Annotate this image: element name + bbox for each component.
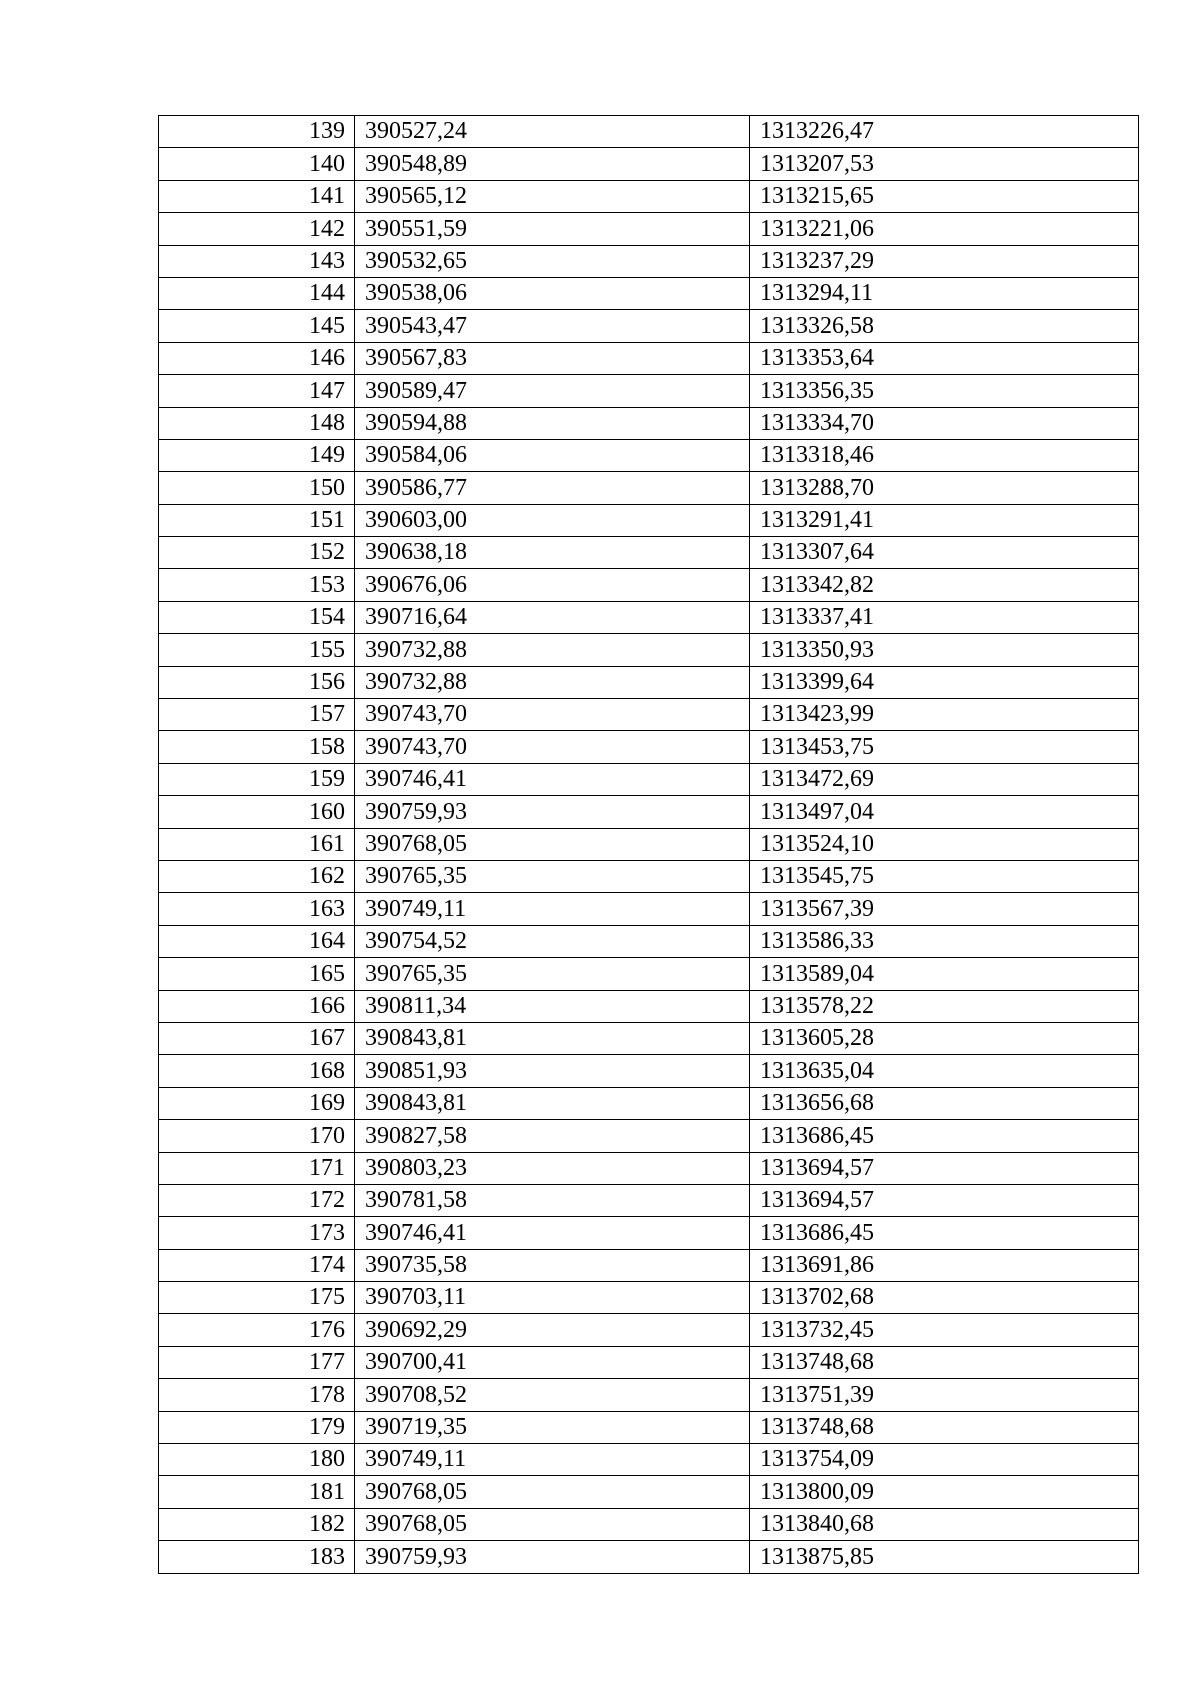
point-number-cell: 154 (159, 601, 355, 633)
point-number-cell: 178 (159, 1379, 355, 1411)
y-coordinate-cell: 1313686,45 (750, 1120, 1139, 1152)
x-coordinate-cell: 390594,88 (355, 407, 750, 439)
y-coordinate-cell: 1313586,33 (750, 925, 1139, 957)
y-coordinate-cell: 1313291,41 (750, 504, 1139, 536)
table-row (159, 1346, 1139, 1378)
table-row (159, 796, 1139, 828)
y-coordinate-cell: 1313221,06 (750, 213, 1139, 245)
x-coordinate-cell: 390811,34 (355, 990, 750, 1022)
x-coordinate-cell: 390749,11 (355, 1444, 750, 1476)
x-coordinate-cell: 390746,41 (355, 763, 750, 795)
point-number-cell: 150 (159, 472, 355, 504)
y-coordinate-cell: 1313288,70 (750, 472, 1139, 504)
x-coordinate-cell: 390735,58 (355, 1249, 750, 1281)
y-coordinate-cell: 1313497,04 (750, 796, 1139, 828)
point-number-cell: 174 (159, 1249, 355, 1281)
table-row (159, 148, 1139, 180)
point-number-cell: 160 (159, 796, 355, 828)
table-row (159, 277, 1139, 309)
table-row (159, 1022, 1139, 1054)
y-coordinate-cell: 1313635,04 (750, 1055, 1139, 1087)
y-coordinate-cell: 1313334,70 (750, 407, 1139, 439)
coordinates-table (158, 115, 1139, 1574)
y-coordinate-cell: 1313748,68 (750, 1346, 1139, 1378)
point-number-cell: 158 (159, 731, 355, 763)
table-row (159, 1314, 1139, 1346)
y-coordinate-cell: 1313605,28 (750, 1022, 1139, 1054)
x-coordinate-cell: 390676,06 (355, 569, 750, 601)
x-coordinate-cell: 390700,41 (355, 1346, 750, 1378)
point-number-cell: 183 (159, 1541, 355, 1573)
point-number-cell: 167 (159, 1022, 355, 1054)
y-coordinate-cell: 1313656,68 (750, 1087, 1139, 1119)
point-number-cell: 152 (159, 537, 355, 569)
point-number-cell: 159 (159, 763, 355, 795)
table-row (159, 763, 1139, 795)
y-coordinate-cell: 1313453,75 (750, 731, 1139, 763)
y-coordinate-cell: 1313800,09 (750, 1476, 1139, 1508)
table-row (159, 699, 1139, 731)
table-row (159, 925, 1139, 957)
point-number-cell: 165 (159, 958, 355, 990)
table-row (159, 1152, 1139, 1184)
x-coordinate-cell: 390768,05 (355, 1476, 750, 1508)
point-number-cell: 176 (159, 1314, 355, 1346)
table-row (159, 342, 1139, 374)
y-coordinate-cell: 1313875,85 (750, 1541, 1139, 1573)
table-row (159, 1249, 1139, 1281)
point-number-cell: 139 (159, 116, 355, 148)
x-coordinate-cell: 390692,29 (355, 1314, 750, 1346)
y-coordinate-cell: 1313524,10 (750, 828, 1139, 860)
x-coordinate-cell: 390703,11 (355, 1282, 750, 1314)
table-row (159, 213, 1139, 245)
table-row (159, 990, 1139, 1022)
x-coordinate-cell: 390551,59 (355, 213, 750, 245)
table-row (159, 504, 1139, 536)
point-number-cell: 161 (159, 828, 355, 860)
point-number-cell: 172 (159, 1184, 355, 1216)
point-number-cell: 143 (159, 245, 355, 277)
x-coordinate-cell: 390732,88 (355, 634, 750, 666)
x-coordinate-cell: 390719,35 (355, 1411, 750, 1443)
x-coordinate-cell: 390765,35 (355, 860, 750, 892)
y-coordinate-cell: 1313686,45 (750, 1217, 1139, 1249)
y-coordinate-cell: 1313356,35 (750, 375, 1139, 407)
y-coordinate-cell: 1313307,64 (750, 537, 1139, 569)
y-coordinate-cell: 1313840,68 (750, 1508, 1139, 1540)
point-number-cell: 155 (159, 634, 355, 666)
y-coordinate-cell: 1313691,86 (750, 1249, 1139, 1281)
x-coordinate-cell: 390732,88 (355, 666, 750, 698)
point-number-cell: 147 (159, 375, 355, 407)
table-row (159, 1476, 1139, 1508)
y-coordinate-cell: 1313337,41 (750, 601, 1139, 633)
table-row (159, 1508, 1139, 1540)
table-row (159, 1120, 1139, 1152)
table-row (159, 439, 1139, 471)
point-number-cell: 173 (159, 1217, 355, 1249)
x-coordinate-cell: 390565,12 (355, 180, 750, 212)
x-coordinate-cell: 390538,06 (355, 277, 750, 309)
y-coordinate-cell: 1313589,04 (750, 958, 1139, 990)
x-coordinate-cell: 390754,52 (355, 925, 750, 957)
table-row (159, 601, 1139, 633)
x-coordinate-cell: 390567,83 (355, 342, 750, 374)
point-number-cell: 162 (159, 860, 355, 892)
point-number-cell: 146 (159, 342, 355, 374)
y-coordinate-cell: 1313732,45 (750, 1314, 1139, 1346)
table-row (159, 375, 1139, 407)
point-number-cell: 168 (159, 1055, 355, 1087)
x-coordinate-cell: 390803,23 (355, 1152, 750, 1184)
x-coordinate-cell: 390759,93 (355, 796, 750, 828)
point-number-cell: 156 (159, 666, 355, 698)
y-coordinate-cell: 1313237,29 (750, 245, 1139, 277)
table-row (159, 828, 1139, 860)
table-row (159, 180, 1139, 212)
table-row (159, 1379, 1139, 1411)
point-number-cell: 166 (159, 990, 355, 1022)
table-row (159, 1282, 1139, 1314)
point-number-cell: 144 (159, 277, 355, 309)
y-coordinate-cell: 1313294,11 (750, 277, 1139, 309)
y-coordinate-cell: 1313472,69 (750, 763, 1139, 795)
x-coordinate-cell: 390768,05 (355, 828, 750, 860)
x-coordinate-cell: 390638,18 (355, 537, 750, 569)
x-coordinate-cell: 390843,81 (355, 1087, 750, 1119)
x-coordinate-cell: 390851,93 (355, 1055, 750, 1087)
y-coordinate-cell: 1313578,22 (750, 990, 1139, 1022)
y-coordinate-cell: 1313702,68 (750, 1282, 1139, 1314)
table-row (159, 1411, 1139, 1443)
table-row (159, 1055, 1139, 1087)
x-coordinate-cell: 390749,11 (355, 893, 750, 925)
point-number-cell: 141 (159, 180, 355, 212)
y-coordinate-cell: 1313215,65 (750, 180, 1139, 212)
point-number-cell: 151 (159, 504, 355, 536)
x-coordinate-cell: 390584,06 (355, 439, 750, 471)
table-row (159, 1087, 1139, 1119)
point-number-cell: 181 (159, 1476, 355, 1508)
table-row (159, 1541, 1139, 1573)
x-coordinate-cell: 390603,00 (355, 504, 750, 536)
point-number-cell: 140 (159, 148, 355, 180)
y-coordinate-cell: 1313399,64 (750, 666, 1139, 698)
y-coordinate-cell: 1313353,64 (750, 342, 1139, 374)
point-number-cell: 153 (159, 569, 355, 601)
x-coordinate-cell: 390843,81 (355, 1022, 750, 1054)
table-row (159, 245, 1139, 277)
y-coordinate-cell: 1313694,57 (750, 1184, 1139, 1216)
table-row (159, 1444, 1139, 1476)
point-number-cell: 142 (159, 213, 355, 245)
x-coordinate-cell: 390765,35 (355, 958, 750, 990)
x-coordinate-cell: 390743,70 (355, 731, 750, 763)
point-number-cell: 171 (159, 1152, 355, 1184)
y-coordinate-cell: 1313318,46 (750, 439, 1139, 471)
x-coordinate-cell: 390768,05 (355, 1508, 750, 1540)
x-coordinate-cell: 390743,70 (355, 699, 750, 731)
point-number-cell: 180 (159, 1444, 355, 1476)
point-number-cell: 175 (159, 1282, 355, 1314)
coordinates-table-body (159, 116, 1139, 1574)
table-row (159, 1184, 1139, 1216)
x-coordinate-cell: 390586,77 (355, 472, 750, 504)
x-coordinate-cell: 390548,89 (355, 148, 750, 180)
x-coordinate-cell: 390543,47 (355, 310, 750, 342)
table-row (159, 893, 1139, 925)
x-coordinate-cell: 390746,41 (355, 1217, 750, 1249)
y-coordinate-cell: 1313326,58 (750, 310, 1139, 342)
point-number-cell: 157 (159, 699, 355, 731)
x-coordinate-cell: 390759,93 (355, 1541, 750, 1573)
table-row (159, 569, 1139, 601)
point-number-cell: 163 (159, 893, 355, 925)
point-number-cell: 179 (159, 1411, 355, 1443)
x-coordinate-cell: 390527,24 (355, 116, 750, 148)
x-coordinate-cell: 390827,58 (355, 1120, 750, 1152)
point-number-cell: 170 (159, 1120, 355, 1152)
y-coordinate-cell: 1313751,39 (750, 1379, 1139, 1411)
y-coordinate-cell: 1313694,57 (750, 1152, 1139, 1184)
point-number-cell: 145 (159, 310, 355, 342)
table-row (159, 860, 1139, 892)
point-number-cell: 164 (159, 925, 355, 957)
y-coordinate-cell: 1313342,82 (750, 569, 1139, 601)
table-row (159, 537, 1139, 569)
table-row (159, 731, 1139, 763)
y-coordinate-cell: 1313423,99 (750, 699, 1139, 731)
y-coordinate-cell: 1313748,68 (750, 1411, 1139, 1443)
point-number-cell: 149 (159, 439, 355, 471)
x-coordinate-cell: 390708,52 (355, 1379, 750, 1411)
y-coordinate-cell: 1313226,47 (750, 116, 1139, 148)
point-number-cell: 177 (159, 1346, 355, 1378)
x-coordinate-cell: 390716,64 (355, 601, 750, 633)
y-coordinate-cell: 1313567,39 (750, 893, 1139, 925)
table-row (159, 310, 1139, 342)
x-coordinate-cell: 390532,65 (355, 245, 750, 277)
table-row (159, 116, 1139, 148)
table-row (159, 1217, 1139, 1249)
x-coordinate-cell: 390781,58 (355, 1184, 750, 1216)
table-row (159, 666, 1139, 698)
table-row (159, 958, 1139, 990)
table-row (159, 472, 1139, 504)
x-coordinate-cell: 390589,47 (355, 375, 750, 407)
point-number-cell: 169 (159, 1087, 355, 1119)
y-coordinate-cell: 1313545,75 (750, 860, 1139, 892)
y-coordinate-cell: 1313350,93 (750, 634, 1139, 666)
point-number-cell: 182 (159, 1508, 355, 1540)
point-number-cell: 148 (159, 407, 355, 439)
y-coordinate-cell: 1313207,53 (750, 148, 1139, 180)
table-row (159, 634, 1139, 666)
table-row (159, 407, 1139, 439)
y-coordinate-cell: 1313754,09 (750, 1444, 1139, 1476)
